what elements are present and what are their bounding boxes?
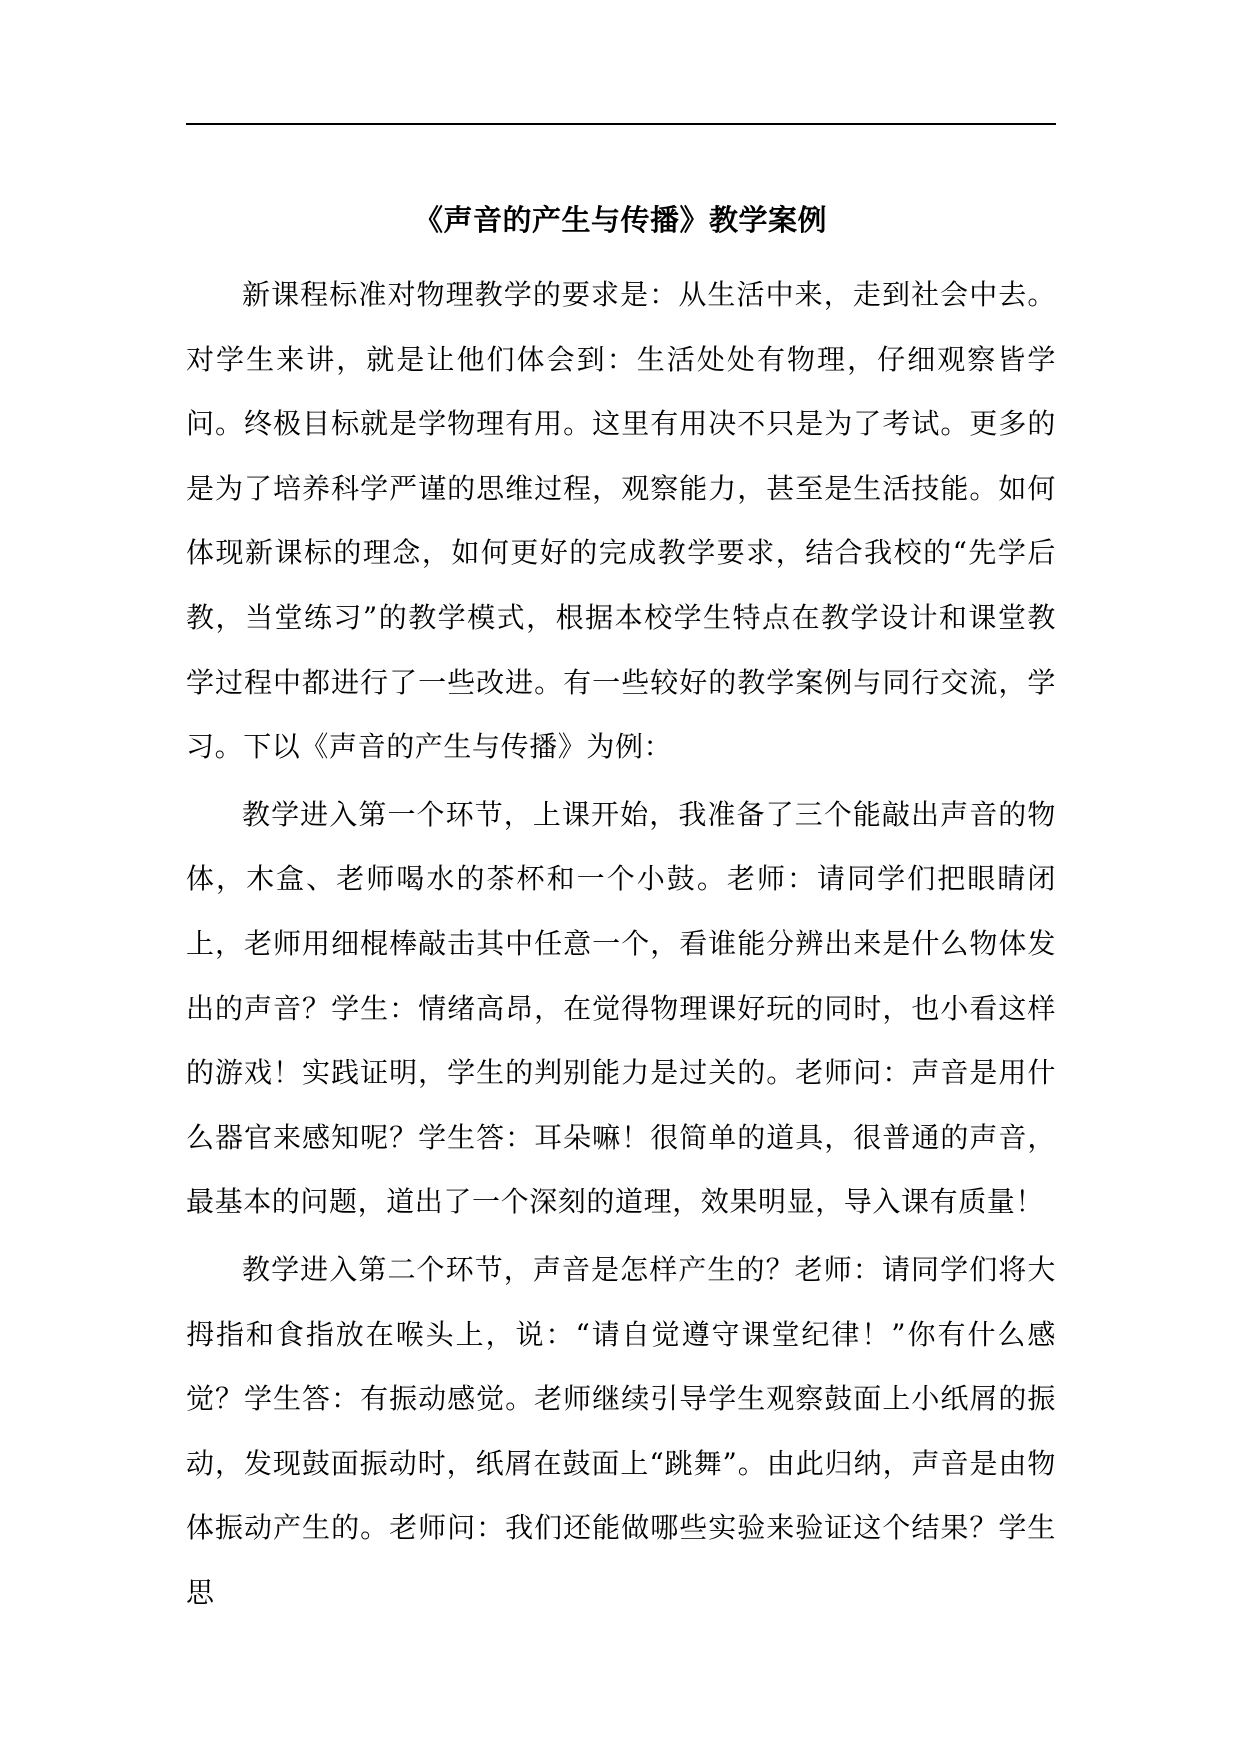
document-body — [186, 263, 1056, 1628]
header-rule — [186, 123, 1056, 125]
paragraph-stage-one: 教学进入第一个环节，上课开始，我准备了三个能敲出声音的物体，木盒、老师喝水的茶杯和一个小鼓。老师：请同学们把眼睛闭上，老师用细棍棒敲击其中任意一个，看谁能分辨出来是什么物体发出的声音？学生：情绪高昂，在觉得物理课好玩的同时，也小看这样的游戏！实践证明，学生的判别能力是过关的。老师问：声音是用什么器官来感知呢？学生答：耳朵嘛！很简单的道具，很普通的声音，最基本的问题，道出了一个深刻的道理，效果明显，导入课有质量！ — [186, 797, 1056, 1219]
paragraph-intro: 新课程标准对物理教学的要求是：从生活中来，走到社会中去。对学生来讲，就是让他们体会到：生活处处有物理，仔细观察皆学问。终极目标就是学物理有用。这里有用决不只是为了考试。更多的是为了培养科学严谨的思维过程，观察能力，甚至是生活技能。如何体现新课标的理念，如何更好的完成教学要求，结合我校的“先学后教，当堂练习”的教学模式，根据本校学生特点在教学设计和课堂教学过程中都进行了一些改进。有一些较好的教学案例与同行交流，学习。下以《声音的产生与传播》为例： — [186, 278, 1056, 764]
paragraph-stage-two: 教学进入第二个环节，声音是怎样产生的？老师：请同学们将大拇指和食指放在喉头上，说：“请自觉遵守课堂纪律！”你有什么感觉？学生答：有振动感觉。老师继续引导学生观察鼓面上小纸屑的振动，发现鼓面振动时，纸屑在鼓面上“跳舞”。由此归纳，声音是由物体振动产生的。老师问：我们还能做哪些实验来验证这个结果？学生思 — [186, 1252, 1056, 1609]
document-title: 《声音的产生与传播》教学案例 — [413, 203, 827, 237]
